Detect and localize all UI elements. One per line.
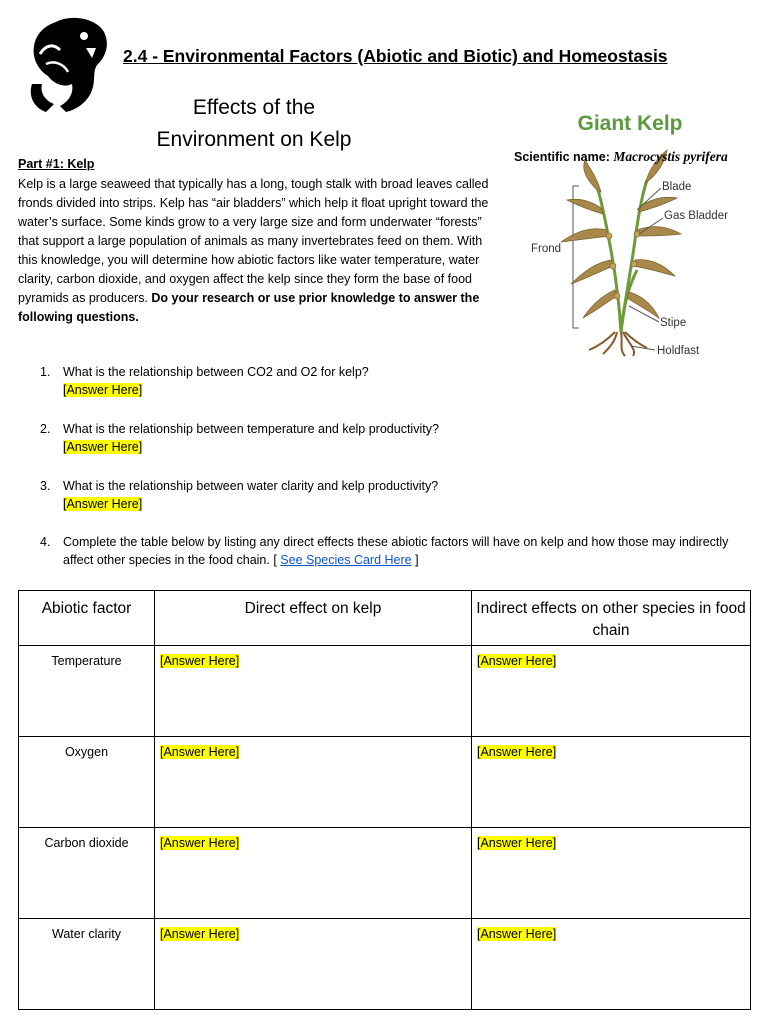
intro-text: Kelp is a large seaweed that typically has a long, tough stalk with broad leaves called fronds divided into strips. Kelp has “air bladders” which help it float upright toward the water’s surface. Some kinds grow to a very large size and form underwater “forests” that support a large population of animals as many invertebrates feed on them. With this knowledge, you will determine how abiotic factors like water temperature, water clarity, carbon dioxide, and oxygen affect the kelp since they form the base of food pyramids as producers. [18, 177, 489, 305]
question-number: 4. [40, 535, 51, 549]
part1-intro [18, 175, 490, 327]
giant-kelp-figure [497, 100, 763, 370]
direct-effect-cell[interactable] [155, 646, 472, 737]
answer-field[interactable]: [Answer Here] [63, 383, 143, 397]
label-blade: Blade [662, 181, 692, 193]
direct-effect-cell[interactable] [155, 919, 472, 1010]
question-text: What is the relationship between CO2 and O2 for kelp? [63, 365, 369, 379]
sci-label: Scientific name: [514, 150, 610, 164]
page-title: 2.4 - Environmental Factors (Abiotic and Biotic) and Homeostasis [123, 46, 668, 66]
label-frond: Frond [531, 243, 562, 255]
question-number: 3. [40, 479, 51, 493]
answer-field[interactable]: [Answer Here] [63, 440, 143, 454]
scientific-name [514, 149, 728, 165]
intro-instruction: Do your research or use prior knowledge to answer the following questions. [18, 291, 480, 324]
header-abiotic-factor: Abiotic factor [19, 591, 155, 646]
answer-field[interactable]: [Answer Here] [63, 497, 143, 511]
subtitle-line-1: Effects of the [192, 96, 316, 119]
factor-cell: Temperature [19, 646, 155, 737]
part1-heading: Part #1: Kelp [18, 157, 95, 171]
question-text: Complete the table below by listing any direct effects these abiotic factors will have on kelp and how those may indirectly affect other species in the food chain. [ [63, 535, 729, 567]
answer-field[interactable]: [Answer Here] [160, 745, 240, 759]
label-stipe: Stipe [660, 317, 687, 329]
indirect-effect-cell[interactable] [472, 646, 751, 737]
worksheet-subtitle [118, 92, 390, 156]
question-text: What is the relationship between temperature and kelp productivity? [63, 422, 439, 436]
direct-effect-cell[interactable] [155, 737, 472, 828]
table-header-row [19, 591, 751, 646]
indirect-effect-cell[interactable] [472, 828, 751, 919]
label-gas-bladder: Gas Bladder [664, 210, 728, 222]
species-card-link[interactable]: See Species Card Here [280, 553, 412, 567]
header-indirect-effects: Indirect effects on other species in food chain [472, 591, 751, 646]
abiotic-factors-table [18, 590, 751, 1010]
table-row [19, 919, 751, 1010]
question-text-end: ] [415, 553, 419, 567]
factor-cell: Oxygen [19, 737, 155, 828]
answer-field[interactable]: [Answer Here] [477, 836, 557, 850]
header-direct-effect: Direct effect on kelp [155, 591, 472, 646]
kelp-illustration [497, 100, 763, 370]
question-number: 2. [40, 422, 51, 436]
table-row [19, 737, 751, 828]
direct-effect-cell[interactable] [155, 828, 472, 919]
answer-field[interactable]: [Answer Here] [160, 654, 240, 668]
sci-name: Macrocystis pyrifera [613, 149, 728, 164]
indirect-effect-cell[interactable] [472, 737, 751, 828]
answer-field[interactable]: [Answer Here] [160, 836, 240, 850]
label-holdfast: Holdfast [657, 345, 700, 357]
answer-field[interactable]: [Answer Here] [477, 745, 557, 759]
answer-field[interactable]: [Answer Here] [160, 927, 240, 941]
table-row [19, 646, 751, 737]
factor-cell: Water clarity [19, 919, 155, 1010]
figure-title: Giant Kelp [577, 112, 683, 135]
indirect-effect-cell[interactable] [472, 919, 751, 1010]
answer-field[interactable]: [Answer Here] [477, 927, 557, 941]
table-row [19, 828, 751, 919]
beaver-logo-icon [26, 14, 116, 114]
answer-field[interactable]: [Answer Here] [477, 654, 557, 668]
subtitle-line-2: Environment on Kelp [156, 128, 352, 151]
question-text: What is the relationship between water clarity and kelp productivity? [63, 479, 439, 493]
question-number: 1. [40, 365, 51, 379]
factor-cell: Carbon dioxide [19, 828, 155, 919]
